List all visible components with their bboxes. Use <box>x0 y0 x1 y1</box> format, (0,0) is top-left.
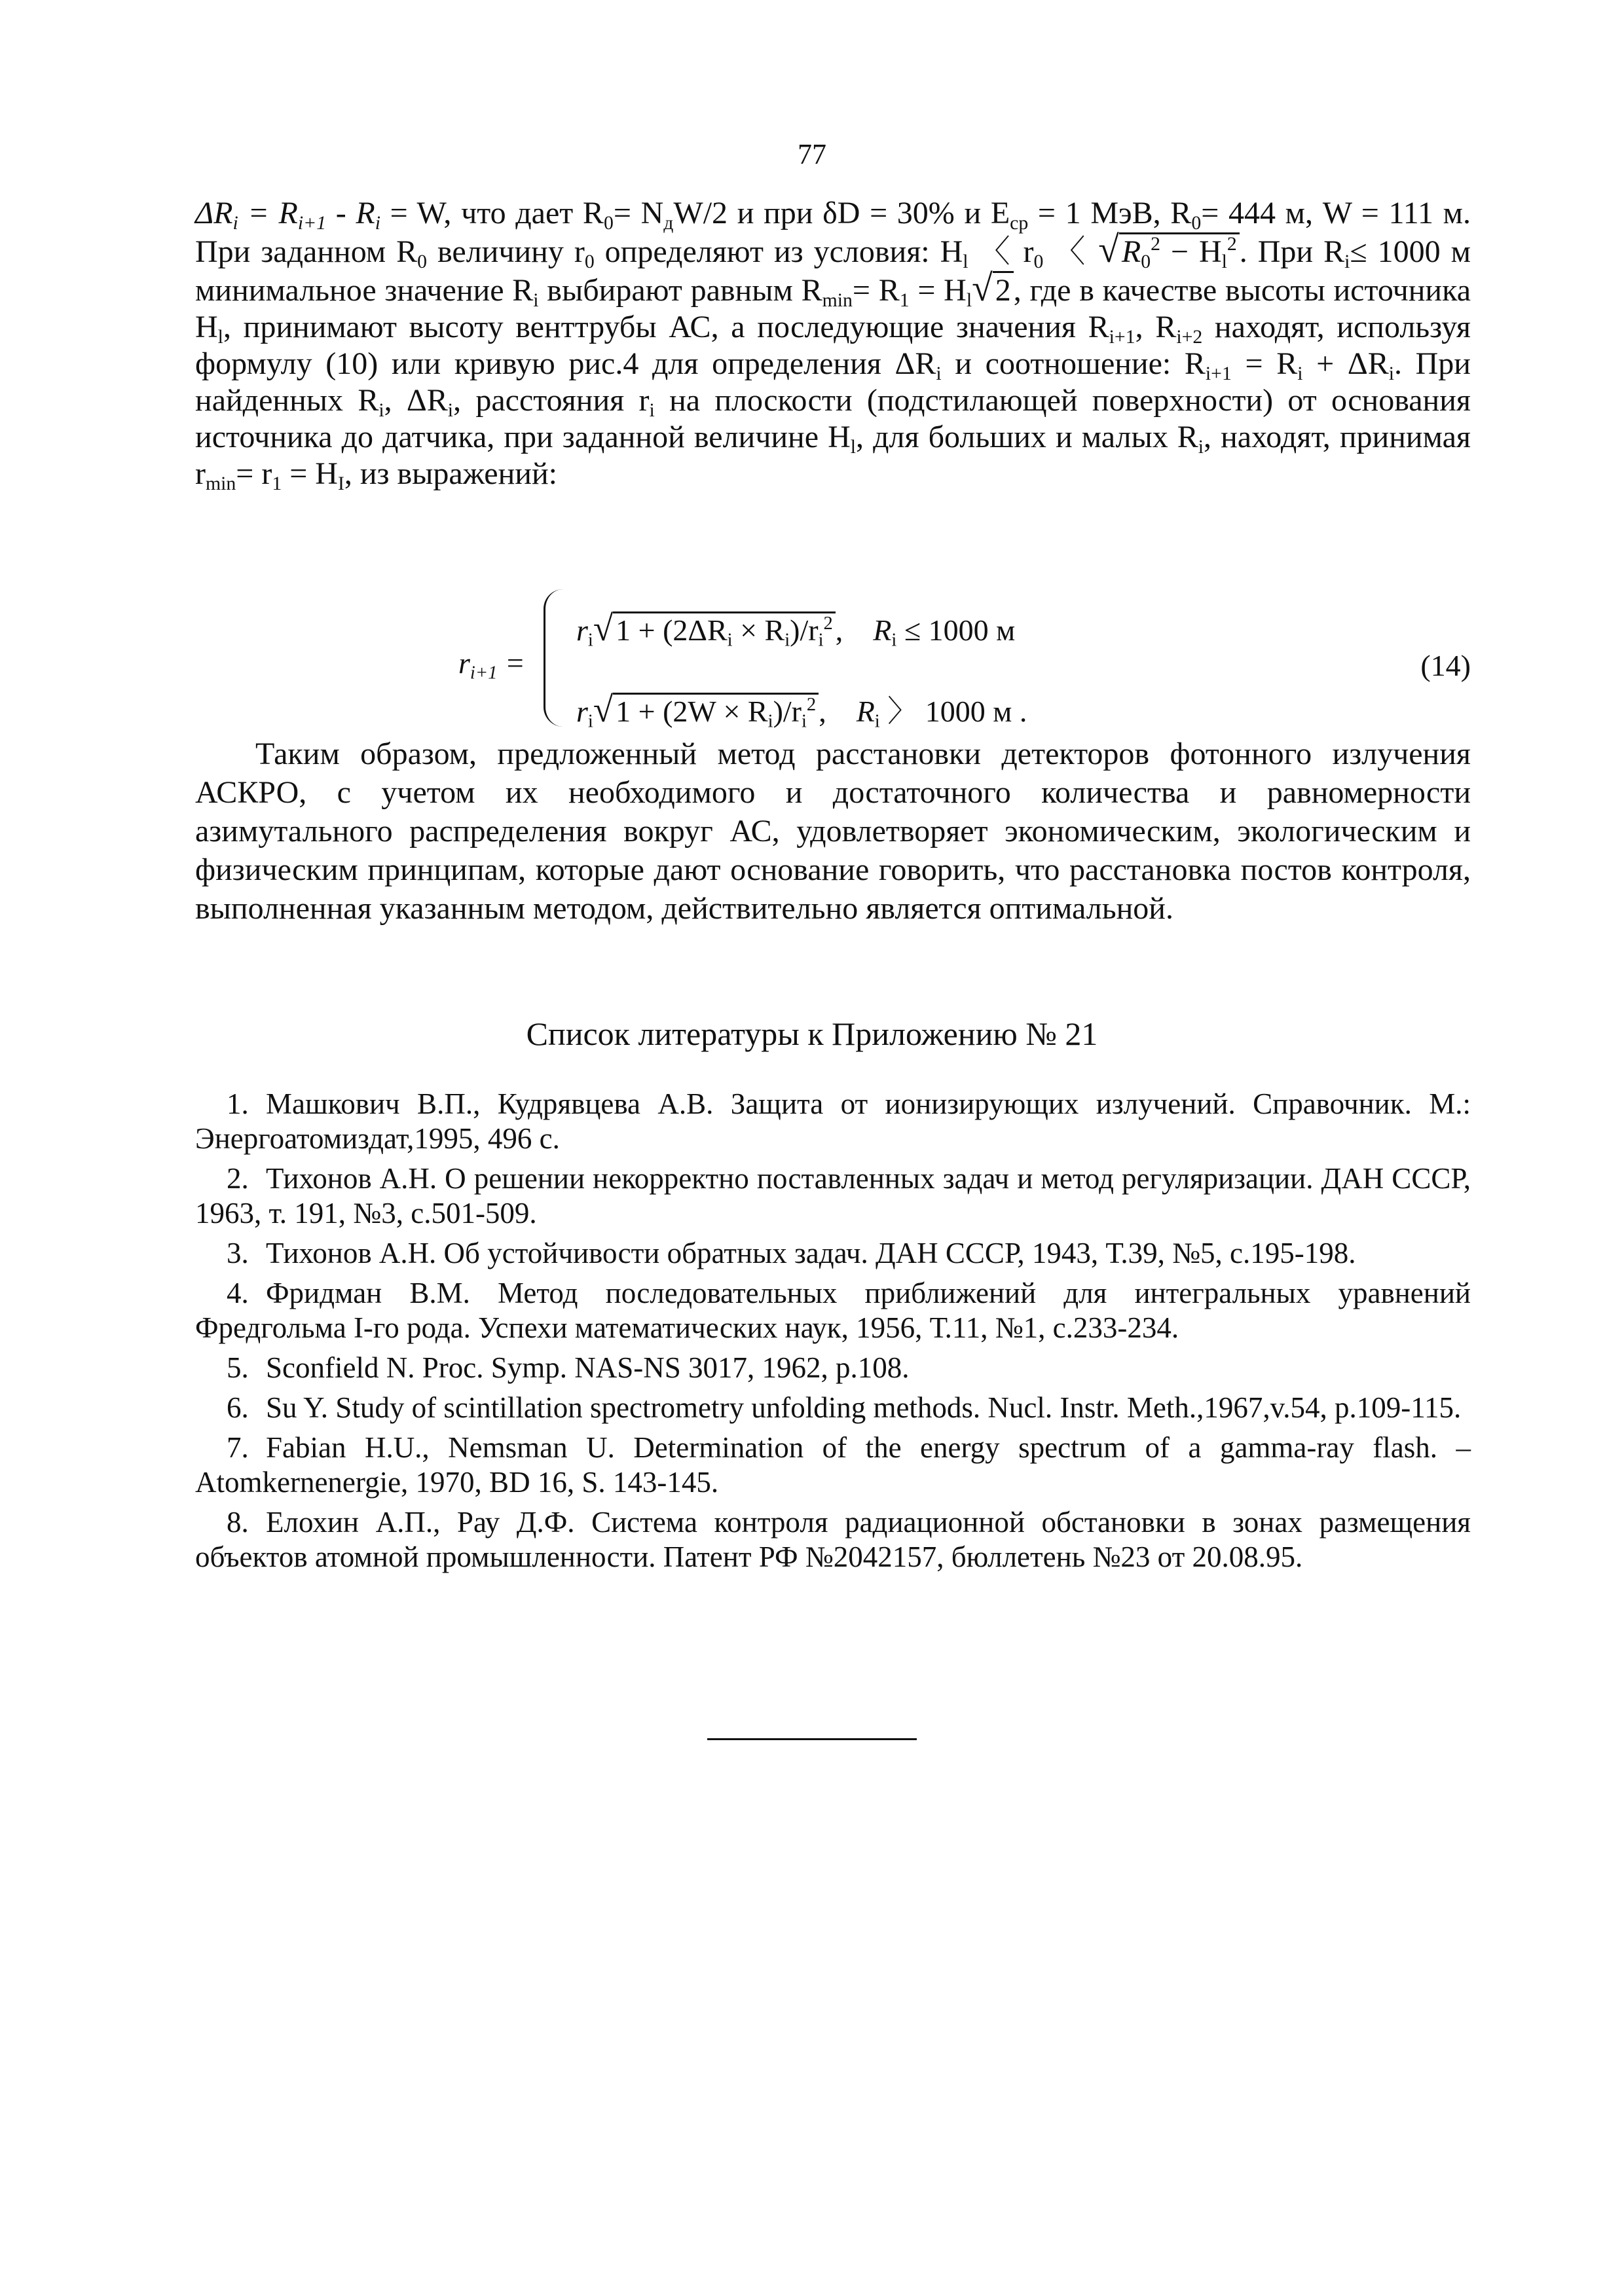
conclusion-paragraph: Таким образом, предложенный метод расстановки детекторов фотонного излучения АСКРО, с учетом их необходимого и достаточного количества и равномерности азимутального распределения вокруг АС, удовлетворяет экономическим, экологическим и физическим принципам, которые дают основание говорить, что расстановка постов контроля, выполненная указанным методом, действительно является оптимальной. <box>195 737 1471 926</box>
reference-item: 8. Елохин А.П., Рау Д.Ф. Система контроля радиационной обстановки в зонах размещения объектов атомной промышленности. Патент РФ №2042157, бюллетень №23 от 20.08.95. <box>195 1506 1471 1573</box>
end-divider <box>707 1738 917 1740</box>
sqrt-expression: $R_0^2 - H_l^2$ <box>1119 232 1240 269</box>
intro-text: $\Delta R_i = R_{i+1} - R_i = W$, что дает $R_0= N_дW/2$ и при δD = 30% и $E_{ср} = 1$ МэВ, $R_0= 444$ м, W = 111 м. При заданном $R_0$ величину $r_0$ определяют из условия: $H_l$ 〈 $r_0$ 〈 $√R_0^2 - H_l^2$. При $R_i\le 1000$ м минимальное значение $R_i$ выбирают равным $R_{min}= R_1 = H_l√2$, где в качестве высоты источника $H_l$, принимают высоту венттрубы АС, а последующие значения $R_{i+1}$, $R_{i+2}$ находят, используя формулу (10) или кривую рис.4 для определения $\Delta R_i$ и соотношение: $R_{i+1} = R_i + \Delta R_i$. При найденных $R_i$, $\Delta R_i$, расстояния $r_i$ на плоскости (подстилающей поверхности) от основания источника до датчика, при заданной величине $H_l$, для больших и малых $R_i$, находят, принимая $r_{min}= r_1 = H_I$, из выражений: <box>195 196 1471 494</box>
equation-brace <box>544 589 568 727</box>
equation-case-1: $r_i√1 + (2\Delta R_i \times R_i)/r_i^2$, $R_i \le 1000$ м <box>576 608 1016 651</box>
reference-item: 1. Машкович В.П., Кудрявцева А.В. Защита от ионизирующих излучений. Справочник. М.: Энергоатомиздат,1995, 496 с. <box>195 1087 1471 1155</box>
equation-lhs: $r_{i+1}$ = <box>458 646 525 683</box>
reference-item: 6. Su Y. Study of scintillation spectrometry unfolding methods. Nucl. Instr. Meth.,1967,v.54, p.109-115. <box>227 1391 1462 1424</box>
equation-14 <box>458 589 1471 740</box>
equation-number: (14) <box>1420 649 1471 682</box>
reference-item: 3. Тихонов А.Н. Об устойчивости обратных задач. ДАН СССР, 1943, Т.39, №5, с.195-198. <box>227 1237 1356 1269</box>
equation-case-2: $r_i√1 + (2W \times R_i)/r_i^2$, $R_i$ 〉 1000 м . <box>576 689 1027 732</box>
reference-item: 5. Sconfield N. Proc. Symp. NAS-NS 3017, 1962, p.108. <box>227 1351 910 1384</box>
references-list <box>195 1087 1471 1580</box>
reference-item: 7. Fabian H.U., Nemsman U. Determination of the energy spectrum of a gamma-ray flash. – Atomkernenergie, 1970, BD 16, S. 143-145. <box>195 1431 1471 1499</box>
page-number: 77 <box>798 138 826 170</box>
intro-paragraph <box>195 195 1471 492</box>
references-heading: Список литературы к Приложению № 21 <box>526 1015 1098 1052</box>
reference-item: 2. Тихонов А.Н. О решении некорректно поставленных задач и метод регуляризации. ДАН СССР, 1963, т. 191, №3, с.501-509. <box>195 1162 1471 1230</box>
reference-item: 4. Фридман В.М. Метод последовательных приближений для интегральных уравнений Фредгольма I-го рода. Успехи математических наук, 1956, Т.11, №1, с.233-234. <box>195 1277 1471 1344</box>
